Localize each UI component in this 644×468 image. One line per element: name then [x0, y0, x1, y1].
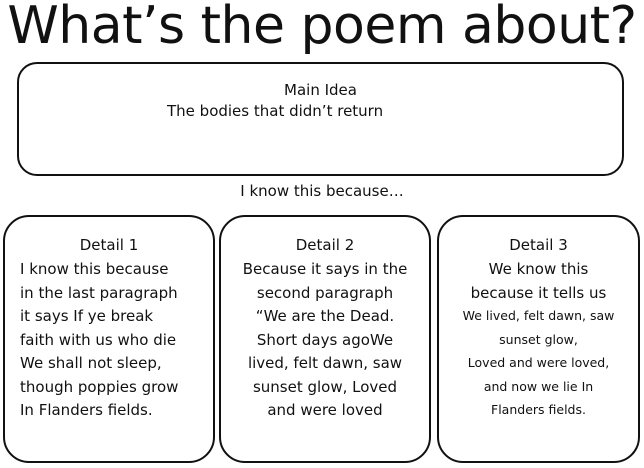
detail-text-1: I know this because in the last paragraph it says If ye break faith with us who die We shall not sleep, though poppies grow In Flanders fields. — [20, 260, 179, 419]
detail-text-3-lead: We know this because it tells us — [470, 260, 607, 302]
detail-text-2: Because it says in the second paragraph “We are the Dead. Short days agoWe lived, felt dawn, saw sunset glow, Loved and were loved — [242, 260, 408, 419]
detail-label-3: Detail 3 — [509, 236, 568, 254]
main-idea-box — [17, 62, 624, 176]
detail-label-1: Detail 1 — [79, 236, 139, 254]
main-idea-text: The bodies that didn’t return — [167, 102, 384, 120]
detail-box-2 — [219, 215, 431, 463]
detail-label-2: Detail 2 — [295, 236, 355, 254]
detail-box-3 — [437, 215, 640, 463]
page-title: What’s the poem about? — [7, 0, 637, 56]
connector-text: I know this because… — [240, 182, 404, 200]
detail-box-1 — [3, 215, 215, 463]
detail-text-3-quote: We lived, felt dawn, saw sunset glow, Loved and were loved, and now we lie In Flanders fields. — [462, 308, 615, 417]
main-idea-label: Main Idea — [284, 81, 357, 99]
